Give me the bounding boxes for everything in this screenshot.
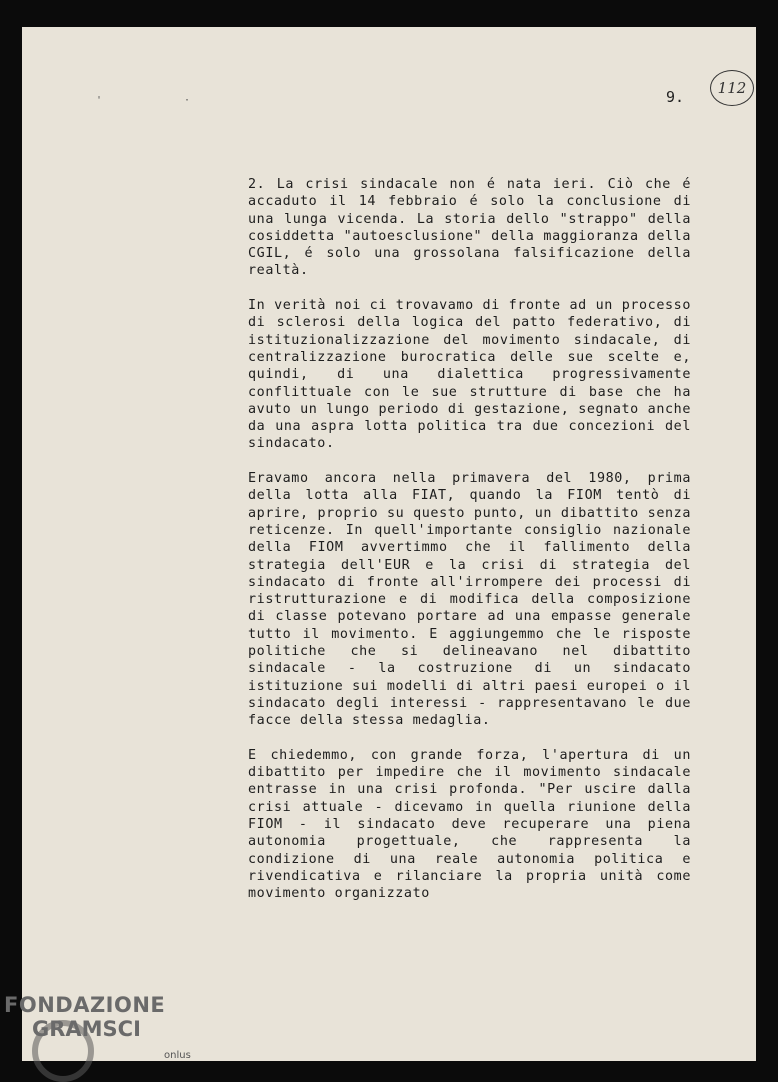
watermark-onlus: onlus <box>164 1050 191 1061</box>
document-body <box>248 176 691 902</box>
page-number: 9. <box>666 88 685 106</box>
paragraph-3: Eravamo ancora nella primavera del 1980, prima della lotta alla FIAT, quando la FIOM tentò di aprire, proprio su questo punto, un dibattito senza reticenze. In quell'importante consiglio nazionale della FIOM avvertimmo che il fallimento della strategia dell'EUR e la crisi di strategia del sindacato di fronte all'irrompere dei processi di ristrutturazione e di modifica della composizione di classe potevano portare ad una empasse generale tutto il movimento. E aggiungemmo che le risposte politiche che si delineavano nel dibattito sindacale - la costruzione di un sindacato istituzione sui modelli di altri paesi europei o il sindacato degli interessi - rappresentavano le due facce della stessa medaglia. <box>248 471 691 729</box>
paragraph-1: 2. La crisi sindacale non é nata ieri. Ciò che é accaduto il 14 febbraio é solo la conclusione di una lunga vicenda. La storia dello "strappo" della cosiddetta "autoesclusione" della maggioranza della CGIL, é solo una grossolana falsificazione della realtà. <box>248 177 691 279</box>
watermark-line1: FONDAZIONE <box>4 993 166 1017</box>
fondazione-gramsci-watermark <box>4 992 191 1061</box>
paragraph-4: E chiedemmo, con grande forza, l'apertura di un dibattito per impedire che il movimento sindacale entrasse in una crisi profonda. "Per uscire dalla crisi attuale - dicevamo in quella riunione della FIOM - il sindacato deve recuperare una piena autonomia progettuale, che rappresenta la condizione di una reale autonomia politica e rivendicativa e rilanciare la propria unità come movimento organizzato <box>248 747 691 902</box>
archive-stamp: 112 <box>710 70 754 106</box>
margin-marks: ' · <box>96 95 229 106</box>
document-page <box>22 27 756 1061</box>
paragraph-2: In verità noi ci trovavamo di fronte ad un processo di sclerosi della logica del patto federativo, di istituzionalizzazione del movimento sindacale, di centralizzazione burocratica delle sue scelte e, quindi, di una dialettica progressivamente conflittuale con le sue strutture di base che ha avuto un lungo periodo di gestazione, segnato anche da una aspra lotta politica tra due concezioni del sindacato. <box>248 298 691 452</box>
watermark-line2: GRAMSCI <box>32 1017 141 1041</box>
